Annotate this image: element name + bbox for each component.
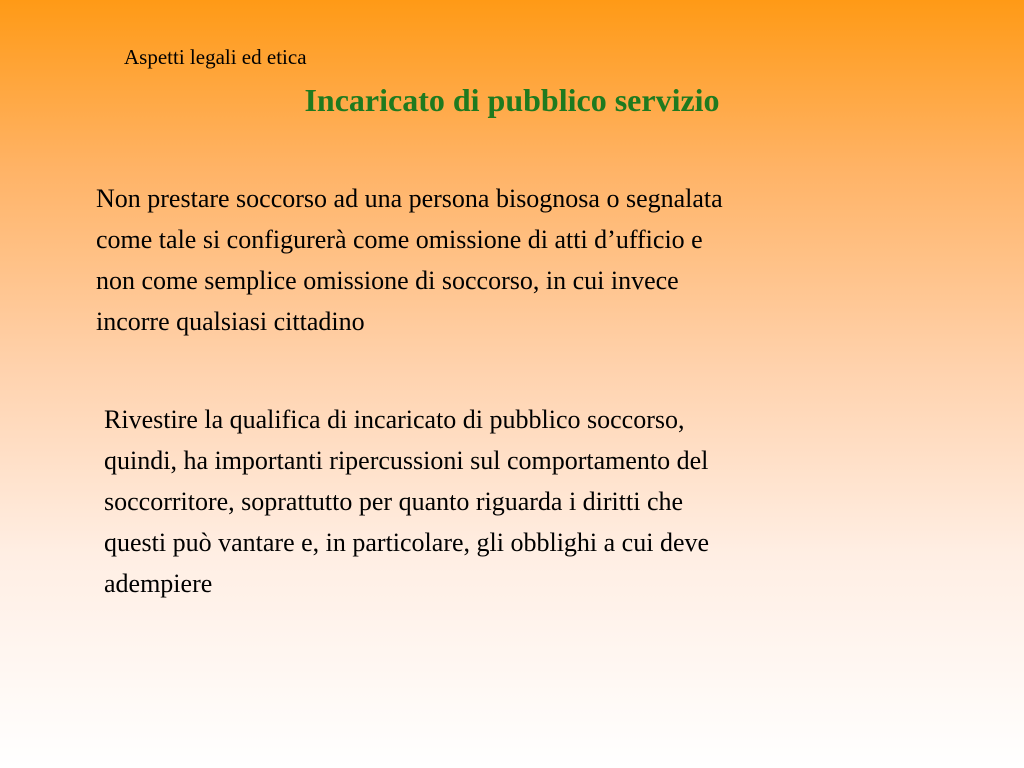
paragraph-line: come tale si configurerà come omissione di atti d’ufficio e [96,225,703,254]
slide-title: Incaricato di pubblico servizio [304,82,720,118]
paragraph-line: Non prestare soccorso ad una persona bisognosa o segnalata [96,184,723,213]
paragraph-omissione [96,178,966,342]
slide-subtitle: Aspetti legali ed etica [124,45,307,69]
paragraph-line: non come semplice omissione di soccorso, in cui invece [96,266,679,295]
paragraph-line: soccorritore, soprattutto per quanto riguarda i diritti che [104,487,684,516]
paragraph-line: adempiere [104,569,213,598]
paragraph-qualifica [104,399,974,604]
paragraph-line: quindi, ha importanti ripercussioni sul comportamento del [104,446,709,475]
paragraph-line: questi può vantare e, in particolare, gli obblighi a cui deve [104,528,710,557]
paragraph-line: Rivestire la qualifica di incaricato di pubblico soccorso, [104,405,685,434]
paragraph-line: incorre qualsiasi cittadino [96,307,365,336]
